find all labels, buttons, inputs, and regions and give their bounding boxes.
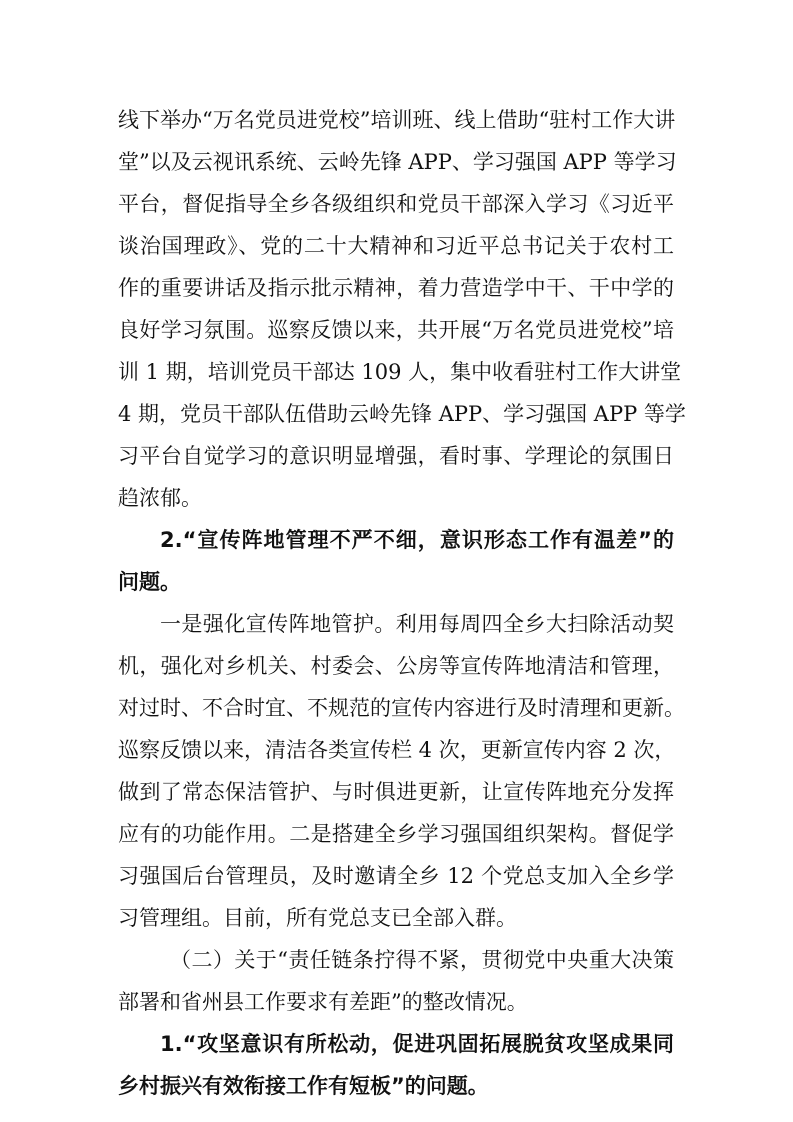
body-text-line: 训 1 期，培训党员干部达 109 人，集中收看驻村工作大讲堂 (118, 360, 682, 384)
section-heading: 部署和省州县工作要求有差距”的整改情况。 (118, 990, 528, 1014)
body-text-line: 做到了常态保洁管护、与时俱进更新，让宣传阵地充分发挥 (118, 780, 674, 804)
section-heading: （二）关于“责任链条拧得不紧，贯彻党中央重大决策 (170, 948, 674, 972)
body-text-line: 一是强化宣传阵地管护。利用每周四全乡大扫除活动契 (160, 612, 674, 636)
body-text-line: 堂”以及云视讯系统、云岭先锋 APP、学习强国 APP 等学习 (118, 150, 677, 174)
body-text-line: 谈治国理政》、党的二十大精神和习近平总书记关于农村工 (118, 234, 674, 258)
issue-heading: 问题。 (118, 570, 181, 594)
body-text-line: 习强国后台管理员，及时邀请全乡 12 个党总支加入全乡学 (118, 864, 674, 888)
body-text-line: 线下举办“万名党员进党校”培训班、线上借助“驻村工作大讲 (118, 108, 676, 132)
body-text-line: 习管理组。目前，所有党总支已全部入群。 (118, 906, 517, 930)
body-text-line: 4 期，党员干部队伍借助云岭先锋 APP、学习强国 APP 等学 (118, 402, 686, 426)
body-text-line: 机，强化对乡机关、村委会、公房等宣传阵地清洁和管理， (118, 654, 674, 678)
body-text-line: 作的重要讲话及指示批示精神，着力营造学中干、干中学的 (118, 276, 674, 300)
body-text-line: 对过时、不合时宜、不规范的宣传内容进行及时清理和更新。 (118, 696, 685, 720)
body-text-line: 趋浓郁。 (118, 486, 202, 510)
body-text-line: 良好学习氛围。巡察反馈以来，共开展“万名党员进党校”培 (118, 318, 674, 342)
issue-heading: 乡村振兴有效衔接工作有短板”的问题。 (118, 1074, 489, 1098)
body-text-line: 平台，督促指导全乡各级组织和党员干部深入学习《习近平 (118, 192, 674, 216)
body-text-line: 巡察反馈以来，清洁各类宣传栏 4 次，更新宣传内容 2 次， (118, 738, 676, 762)
issue-heading: 2.“宣传阵地管理不严不细，意识形态工作有温差”的 (160, 528, 674, 552)
issue-heading: 1.“攻坚意识有所松动，促进巩固拓展脱贫攻坚成果同 (160, 1032, 674, 1056)
body-text-line: 习平台自觉学习的意识明显增强，看时事、学理论的氛围日 (118, 444, 674, 468)
body-text-line: 应有的功能作用。二是搭建全乡学习强国组织架构。督促学 (118, 822, 674, 846)
